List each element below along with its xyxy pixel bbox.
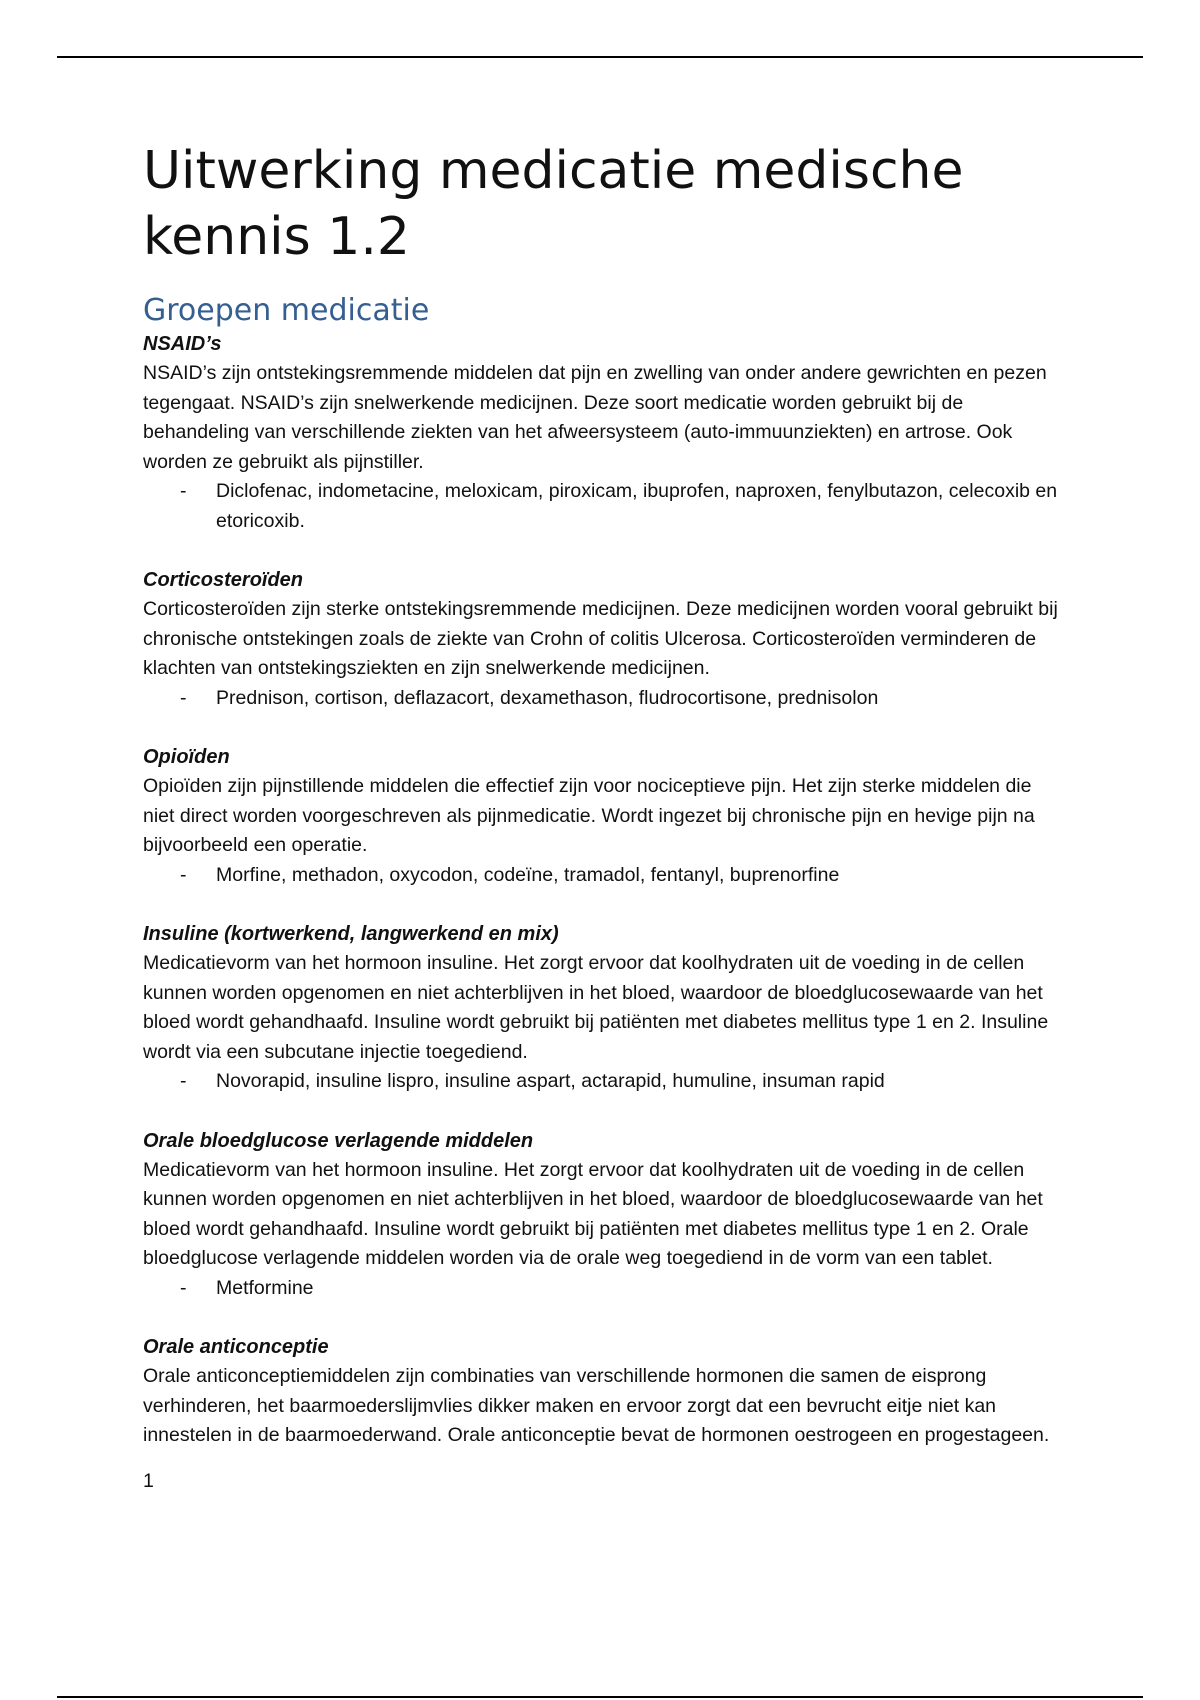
section-orale-anticonceptie — [143, 1333, 1063, 1451]
section-body: Medicatievorm van het hormoon insuline. Het zorgt ervoor dat koolhydraten uit de voeding in de cellen kunnen worden opgenomen en niet achterblijven in het bloed, waardoor de bloedglucosewaarde van het bloed wordt gehandhaafd. Insuline wordt gebruikt bij patiënten met diabetes mellitus type 1 en 2. Orale bloedglucose verlagende middelen worden via de orale weg toegediend in de vorm van een tablet. — [143, 1158, 1043, 1269]
section-body: Medicatievorm van het hormoon insuline. Het zorgt ervoor dat koolhydraten uit de voeding in de cellen kunnen worden opgenomen en niet achterblijven in het bloed, waardoor de bloedglucosewaarde van het bloed wordt gehandhaafd. Insuline wordt gebruikt bij patiënten met diabetes mellitus type 1 en 2. Insuline wordt via een subcutane injectie toegediend. — [143, 952, 1049, 1063]
bullet-text: Prednison, cortison, deflazacort, dexamethason, fludrocortisone, prednisolon — [216, 686, 879, 709]
section-body: Corticosteroïden zijn sterke ontstekingsremmende medicijnen. Deze medicijnen worden vooral gebruikt bij chronische ontstekingen zoals de ziekte van Crohn of colitis Ulcerosa. Corticosteroïden verminderen de klachten van ontstekingsziekten en zijn snelwerkende medicijnen. — [143, 598, 1058, 679]
bullet-marker: - — [180, 480, 187, 502]
bullet-text: Novorapid, insuline lispro, insuline aspart, actarapid, humuline, insuman rapid — [216, 1070, 885, 1092]
bullet-text: Morfine, methadon, oxycodon, codeïne, tramadol, fentanyl, buprenorfine — [216, 863, 840, 886]
section-nsaids — [143, 330, 1063, 536]
bullet-marker: - — [180, 686, 187, 709]
section-heading: NSAID’s — [143, 333, 222, 355]
section-insuline — [143, 920, 1063, 1097]
section-orale-bloedglucose — [143, 1127, 1063, 1304]
section-heading: Opioïden — [143, 746, 230, 768]
bullet-item — [143, 1274, 1063, 1304]
section-group-heading: Groepen medicatie — [143, 293, 430, 328]
section-body: Opioïden zijn pijnstillende middelen die effectief zijn voor nociceptieve pijn. Het zijn sterke middelen die niet direct worden voorgeschreven als pijnmedicatie. Wordt ingezet bij chronische pijn en hevige pijn na bijvoorbeeld een operatie. — [143, 775, 1035, 856]
page-number: 1 — [143, 1469, 154, 1492]
section-heading: Corticosteroïden — [143, 569, 304, 591]
section-body: Orale anticonceptiemiddelen zijn combinaties van verschillende hormonen die samen de eisprong verhinderen, het baarmoederslijmvlies dikker maken en ervoor zorgt dat een bevrucht eitje niet kan innestelen in de baarmoederwand. Orale anticonceptie bevat de hormonen oestrogeen en progestageen. — [143, 1365, 1050, 1446]
bullet-item — [143, 684, 1063, 714]
bullet-marker: - — [180, 863, 187, 886]
bullet-text: Diclofenac, indometacine, meloxicam, piroxicam, ibuprofen, naproxen, fenylbutazon, celecoxib en etoricoxib. — [216, 480, 1058, 532]
section-body: NSAID’s zijn ontstekingsremmende middelen dat pijn en zwelling van onder andere gewrichten en pezen tegengaat. NSAID’s zijn snelwerkende medicijnen. Deze soort medicatie worden gebruikt bij de behandeling van verschillende ziekten van het afweersysteem (auto-immuunziekten) en artrose. Ook worden ze gebruikt als pijnstiller. — [143, 362, 1047, 473]
section-opioiden — [143, 743, 1063, 890]
document-content — [143, 138, 1063, 1496]
bullet-item — [143, 861, 1063, 891]
section-corticosteroiden — [143, 566, 1063, 713]
section-heading: Orale bloedglucose verlagende middelen — [143, 1129, 534, 1152]
header-rule — [57, 56, 1143, 58]
bullet-marker: - — [180, 1070, 187, 1092]
bullet-text: Metformine — [216, 1276, 314, 1299]
bullet-marker: - — [180, 1276, 187, 1299]
bullet-item — [143, 477, 1063, 536]
document-title: Uitwerking medicatie medische kennis 1.2 — [143, 141, 964, 267]
section-heading: Orale anticonceptie — [143, 1336, 329, 1358]
bullet-item — [143, 1067, 1063, 1097]
footer-rule — [57, 1696, 1143, 1698]
section-heading: Insuline (kortwerkend, langwerkend en mix) — [143, 923, 559, 945]
